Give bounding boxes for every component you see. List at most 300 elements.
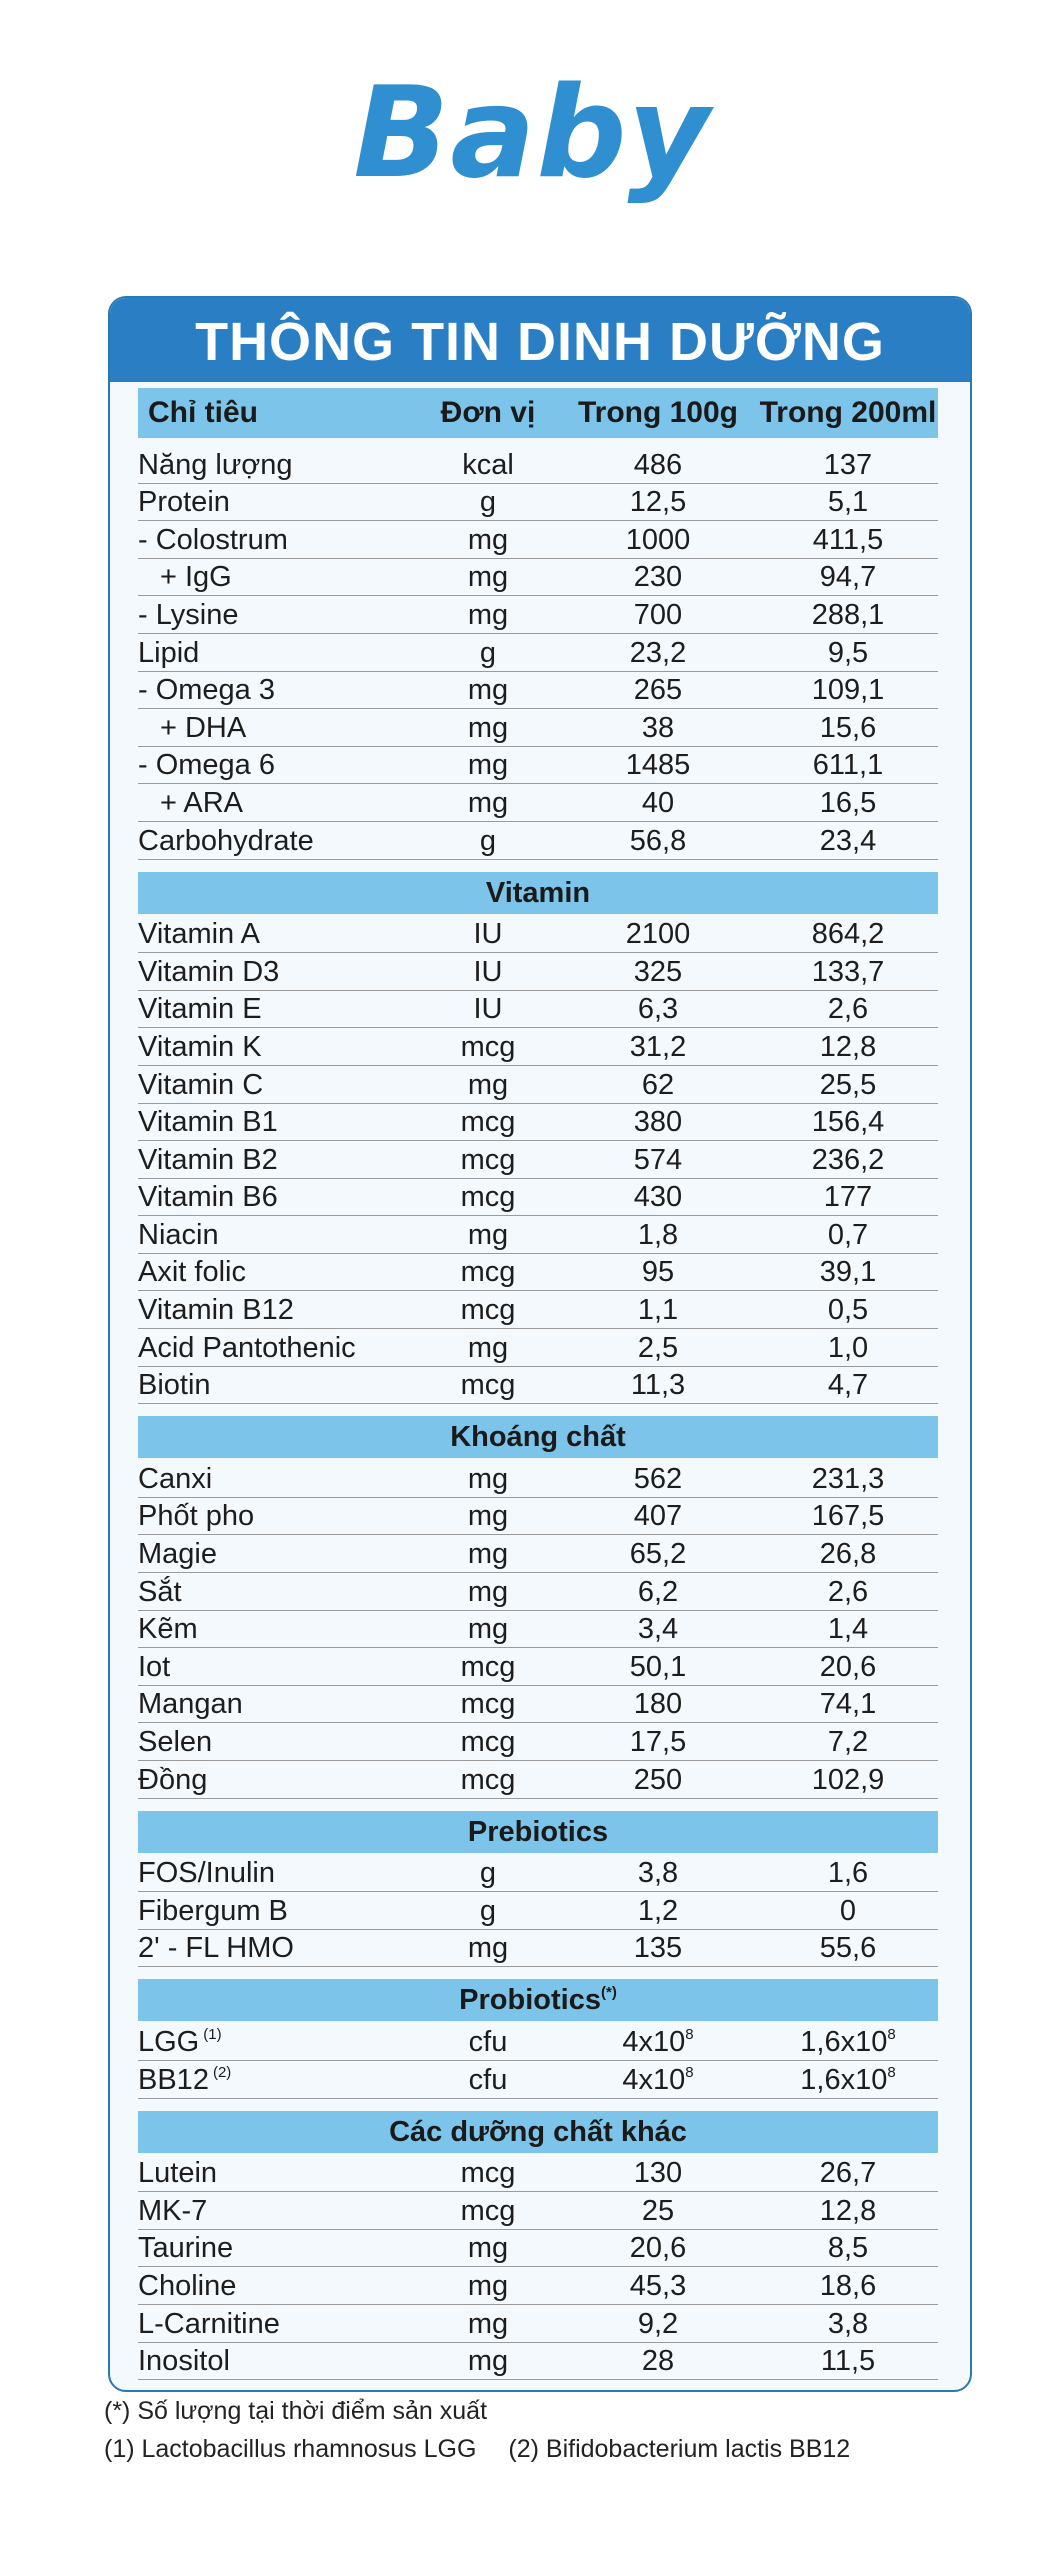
cell-text: mg <box>467 1331 509 1364</box>
value-per-200ml <box>758 561 938 594</box>
nutrient-name <box>138 524 418 557</box>
table-row <box>138 1855 938 1893</box>
unit-cell <box>418 637 558 670</box>
cell-text: Vitamin D3 <box>138 955 280 988</box>
exponent: 8 <box>887 2063 896 2081</box>
cell-text: IU <box>473 955 503 988</box>
cell-text: Carbohydrate <box>138 824 314 857</box>
unit-cell <box>418 449 558 482</box>
nutrient-name <box>138 1463 418 1496</box>
nutrient-name <box>138 1576 418 1609</box>
cell-text: 288,1 <box>811 598 885 631</box>
value-per-100g <box>558 1576 758 1609</box>
unit-cell <box>418 1726 558 1759</box>
cell-text: - Colostrum <box>138 523 288 556</box>
exponent: 8 <box>887 2025 896 2043</box>
cell-text: mg <box>467 1538 509 1571</box>
value-per-200ml <box>758 1576 938 1609</box>
cell-text: 562 <box>633 1462 683 1495</box>
cell-text: - Lysine <box>138 598 239 631</box>
cell-text: Taurine <box>138 2232 234 2265</box>
cell-text: 11,3 <box>630 1369 686 1402</box>
value-per-200ml <box>758 2345 938 2378</box>
table-row <box>138 634 938 672</box>
cell-text: 25 <box>641 2194 675 2227</box>
cell-text: 1,2 <box>637 1894 679 1927</box>
value-per-200ml <box>758 2270 938 2303</box>
cell-text: Năng lượng <box>138 448 293 481</box>
cell-text: mg <box>467 1613 509 1646</box>
unit-cell <box>418 2232 558 2265</box>
table-row <box>138 1723 938 1761</box>
unit-cell <box>418 599 558 632</box>
value-per-100g <box>558 1726 758 1759</box>
cell-text: 2,6 <box>827 1575 869 1608</box>
value-per-100g <box>558 1069 758 1102</box>
table-row <box>138 1611 938 1649</box>
cell-text: 325 <box>633 955 683 988</box>
table-row <box>138 2343 938 2381</box>
value-per-200ml <box>758 1538 938 1571</box>
cell-text: 56,8 <box>629 824 687 857</box>
cell-text: 864,2 <box>811 918 885 951</box>
cell-text: 3,4 <box>637 1613 679 1646</box>
cell-text: - Omega 3 <box>138 674 275 707</box>
value-per-100g <box>558 599 758 632</box>
table-row <box>138 446 938 484</box>
section-title-superscript: (*) <box>600 1984 617 2002</box>
cell-text: mcg <box>460 1143 516 1176</box>
table-row <box>138 484 938 522</box>
nutrient-name <box>138 1181 418 1214</box>
table-row <box>138 2061 938 2099</box>
value-per-100g <box>558 1256 758 1289</box>
exponent: 8 <box>685 2025 694 2043</box>
nutrient-name <box>138 1764 418 1797</box>
value-per-200ml <box>758 449 938 482</box>
nutrient-name <box>138 1726 418 1759</box>
nutrient-name <box>138 599 418 632</box>
cell-text: 230 <box>633 561 683 594</box>
value-per-200ml <box>758 825 938 858</box>
section-title: Prebiotics <box>467 1815 609 1848</box>
cell-text: 1,6x10 <box>800 2025 888 2058</box>
cell-text: mg <box>467 1218 509 1251</box>
cell-text: 23,2 <box>629 636 687 669</box>
value-per-100g <box>558 2345 758 2378</box>
value-per-200ml <box>758 2064 938 2097</box>
cell-text: 6,3 <box>637 993 679 1026</box>
value-per-200ml <box>758 1651 938 1684</box>
cell-text: mcg <box>460 1030 516 1063</box>
cell-text: 180 <box>633 1688 683 1721</box>
cell-text: 26,8 <box>819 1538 877 1571</box>
cell-text: g <box>479 1894 497 1927</box>
cell-text: 137 <box>823 448 873 481</box>
section-title: Vitamin <box>485 876 591 909</box>
value-per-100g <box>558 825 758 858</box>
cell-text: mcg <box>460 1256 516 1289</box>
value-per-200ml <box>758 1106 938 1139</box>
cell-text: Vitamin B12 <box>138 1294 294 1327</box>
cell-text: 39,1 <box>819 1256 877 1289</box>
cell-text: 1,6x10 <box>800 2063 888 2096</box>
cell-text: 167,5 <box>811 1500 885 1533</box>
footnote-strains <box>104 2430 850 2468</box>
table-row <box>138 991 938 1029</box>
cell-text: 50,1 <box>629 1650 687 1683</box>
cell-text: mg <box>467 2269 509 2302</box>
cell-text: Vitamin K <box>138 1030 262 1063</box>
unit-cell <box>418 956 558 989</box>
cell-text: Mangan <box>138 1688 243 1721</box>
value-per-200ml <box>758 1688 938 1721</box>
value-per-100g <box>558 1651 758 1684</box>
cell-text: mg <box>467 2345 509 2378</box>
table-row <box>138 2305 938 2343</box>
section-header <box>138 872 938 914</box>
cell-text: BB12 <box>138 2063 209 2096</box>
value-per-200ml <box>758 599 938 632</box>
table-row <box>138 1066 938 1104</box>
unit-cell <box>418 1576 558 1609</box>
value-per-100g <box>558 1106 758 1139</box>
table-row <box>138 559 938 597</box>
cell-text: Iot <box>138 1650 171 1683</box>
value-per-200ml <box>758 486 938 519</box>
cell-text: Acid Pantothenic <box>138 1331 356 1364</box>
cell-text: 0,7 <box>827 1218 869 1251</box>
value-per-100g <box>558 1369 758 1402</box>
cell-text: 1,8 <box>637 1218 679 1251</box>
cell-text: Phốt pho <box>138 1500 255 1533</box>
cell-text: 12,5 <box>629 486 687 519</box>
value-per-100g <box>558 1144 758 1177</box>
cell-text: Vitamin A <box>138 918 260 951</box>
table-row <box>138 1892 938 1930</box>
column-header-unit: Đơn vị <box>440 396 536 429</box>
value-per-200ml <box>758 749 938 782</box>
cell-text: 3,8 <box>827 2307 869 2340</box>
cell-text: mg <box>467 1068 509 1101</box>
nutrient-name <box>138 993 418 1026</box>
table-row <box>138 1291 938 1329</box>
cell-text: 102,9 <box>811 1763 885 1796</box>
cell-text: 16,5 <box>819 786 877 819</box>
cell-text: 25,5 <box>819 1068 877 1101</box>
unit-cell <box>418 993 558 1026</box>
unit-cell <box>418 2026 558 2059</box>
cell-text: 5,1 <box>827 486 869 519</box>
value-per-200ml <box>758 1613 938 1646</box>
value-per-100g <box>558 637 758 670</box>
nutrient-name <box>138 1538 418 1571</box>
value-per-100g <box>558 712 758 745</box>
cell-text: L-Carnitine <box>138 2307 280 2340</box>
value-per-100g <box>558 1500 758 1533</box>
cell-text: 135 <box>633 1932 683 1965</box>
cell-text: mg <box>467 1462 509 1495</box>
cell-text: 177 <box>823 1181 873 1214</box>
table-row <box>138 2023 938 2061</box>
cell-text: 8,5 <box>827 2232 869 2265</box>
cell-text: Kẽm <box>138 1613 198 1646</box>
cell-text: mg <box>467 749 509 782</box>
value-per-200ml <box>758 1463 938 1496</box>
cell-text: Vitamin B2 <box>138 1143 278 1176</box>
cell-text: 109,1 <box>811 674 885 707</box>
cell-text: 4x10 <box>622 2063 686 2096</box>
value-per-100g <box>558 1031 758 1064</box>
cell-text: 23,4 <box>819 824 877 857</box>
nutrient-name <box>138 674 418 707</box>
value-per-200ml <box>758 2026 938 2059</box>
panel-title: THÔNG TIN DINH DƯỠNG <box>110 298 970 382</box>
table-row <box>138 1367 938 1405</box>
cell-text: 430 <box>633 1181 683 1214</box>
cell-text: 2' - FL HMO <box>138 1932 294 1965</box>
cell-text: mg <box>467 523 509 556</box>
nutrient-name <box>138 825 418 858</box>
nutrient-name <box>138 1857 418 1890</box>
cell-text: LGG <box>138 2025 200 2058</box>
unit-cell <box>418 1500 558 1533</box>
value-per-200ml <box>758 674 938 707</box>
cell-text: 1,1 <box>637 1294 679 1327</box>
cell-text: 1,4 <box>827 1613 869 1646</box>
value-per-200ml <box>758 2308 938 2341</box>
value-per-200ml <box>758 2195 938 2228</box>
nutrient-name <box>138 2270 418 2303</box>
cell-text: mcg <box>460 1106 516 1139</box>
nutrient-name <box>138 956 418 989</box>
cell-text: 15,6 <box>819 711 877 744</box>
unit-cell <box>418 2157 558 2190</box>
cell-text: Axit folic <box>138 1256 246 1289</box>
cell-text: 9,5 <box>827 636 869 669</box>
section-title: Các dưỡng chất khác <box>389 2115 687 2148</box>
cell-text: 38 <box>641 711 675 744</box>
nutrient-name <box>138 449 418 482</box>
table-row <box>138 1648 938 1686</box>
table-row <box>138 1254 938 1292</box>
cell-text: mcg <box>460 1650 516 1683</box>
nutrient-name <box>138 1106 418 1139</box>
cell-text: Lutein <box>138 2157 218 2190</box>
unit-cell <box>418 1294 558 1327</box>
cell-text: Vitamin B6 <box>138 1181 278 1214</box>
cell-text: 12,8 <box>819 2194 877 2227</box>
cell-text: 250 <box>633 1763 683 1796</box>
unit-cell <box>418 1256 558 1289</box>
cell-text: mg <box>467 1575 509 1608</box>
footnote-1: (1) Lactobacillus rhamnosus LGG <box>104 2435 477 2463</box>
table-row <box>138 2155 938 2193</box>
table-row <box>138 784 938 822</box>
cell-text: 12,8 <box>819 1030 877 1063</box>
exponent: 8 <box>685 2063 694 2081</box>
value-per-200ml <box>758 1332 938 1365</box>
cell-text: Vitamin E <box>138 993 262 1026</box>
footnote-marker: (1) <box>203 2025 222 2043</box>
cell-text: mcg <box>460 1181 516 1214</box>
cell-text: 6,2 <box>637 1575 679 1608</box>
value-per-100g <box>558 1294 758 1327</box>
cell-text: 4,7 <box>827 1369 869 1402</box>
nutrient-name <box>138 2195 418 2228</box>
unit-cell <box>418 1181 558 1214</box>
value-per-100g <box>558 1895 758 1928</box>
column-header-per-200ml: Trong 200ml <box>759 396 937 429</box>
unit-cell <box>418 1031 558 1064</box>
cell-text: 26,7 <box>819 2157 877 2190</box>
cell-text: 1,6 <box>827 1857 869 1890</box>
cell-text: 4x10 <box>622 2025 686 2058</box>
cell-text: 486 <box>633 448 683 481</box>
cell-text: mcg <box>460 1688 516 1721</box>
unit-cell <box>418 1688 558 1721</box>
unit-cell <box>418 1651 558 1684</box>
cell-text: Vitamin C <box>138 1068 264 1101</box>
cell-text: FOS/Inulin <box>138 1857 275 1890</box>
unit-cell <box>418 674 558 707</box>
unit-cell <box>418 1895 558 1928</box>
table-row <box>138 1028 938 1066</box>
unit-cell <box>418 2345 558 2378</box>
unit-cell <box>418 918 558 951</box>
cell-text: mcg <box>460 1763 516 1796</box>
cell-text: 55,6 <box>819 1932 877 1965</box>
cell-text: mcg <box>460 2157 516 2190</box>
cell-text: 700 <box>633 598 683 631</box>
column-header-per-100g: Trong 100g <box>577 396 739 429</box>
value-per-200ml <box>758 712 938 745</box>
value-per-200ml <box>758 787 938 820</box>
value-per-200ml <box>758 1726 938 1759</box>
cell-text: IU <box>473 918 503 951</box>
table-row <box>138 1179 938 1217</box>
value-per-100g <box>558 1764 758 1797</box>
value-per-100g <box>558 2232 758 2265</box>
value-per-100g <box>558 2157 758 2190</box>
value-per-100g <box>558 2195 758 2228</box>
cell-text: g <box>479 1857 497 1890</box>
table-header <box>138 388 938 438</box>
cell-text: 45,3 <box>629 2269 687 2302</box>
unit-cell <box>418 561 558 594</box>
cell-text: Lipid <box>138 636 200 669</box>
value-per-100g <box>558 787 758 820</box>
cell-text: + DHA <box>160 711 247 744</box>
value-per-100g <box>558 2026 758 2059</box>
cell-text: Magie <box>138 1538 217 1571</box>
table-row <box>138 916 938 954</box>
value-per-100g <box>558 993 758 1026</box>
cell-text: 7,2 <box>827 1726 869 1758</box>
cell-text: 133,7 <box>811 955 885 988</box>
value-per-100g <box>558 1688 758 1721</box>
unit-cell <box>418 2308 558 2341</box>
unit-cell <box>418 1764 558 1797</box>
nutrient-name <box>138 1613 418 1646</box>
cell-text: MK-7 <box>138 2194 208 2227</box>
unit-cell <box>418 1463 558 1496</box>
cell-text: 94,7 <box>819 561 877 594</box>
value-per-100g <box>558 1332 758 1365</box>
footnote-2: (2) Bifidobacterium lactis BB12 <box>508 2435 851 2463</box>
value-per-100g <box>558 918 758 951</box>
cell-text: mg <box>467 2307 509 2340</box>
cell-text: 17,5 <box>629 1726 687 1758</box>
cell-text: 156,4 <box>811 1106 885 1139</box>
cell-text: 1485 <box>625 749 691 782</box>
unit-cell <box>418 486 558 519</box>
value-per-200ml <box>758 524 938 557</box>
value-per-100g <box>558 561 758 594</box>
footnote-asterisk: (*) Số lượng tại thời điểm sản xuất <box>104 2397 488 2425</box>
cell-text: Protein <box>138 486 230 519</box>
unit-cell <box>418 1613 558 1646</box>
footnote-marker: (2) <box>212 2063 232 2081</box>
cell-text: 65,2 <box>629 1538 687 1571</box>
cell-text: 40 <box>641 786 675 819</box>
value-per-200ml <box>758 956 938 989</box>
value-per-100g <box>558 2308 758 2341</box>
cell-text: 20,6 <box>819 1650 877 1683</box>
table-row <box>138 953 938 991</box>
cell-text: + ARA <box>160 786 244 819</box>
nutrient-name <box>138 1256 418 1289</box>
unit-cell <box>418 2064 558 2097</box>
cell-text: cfu <box>468 2025 508 2058</box>
nutrient-name <box>138 2308 418 2341</box>
value-per-200ml <box>758 1069 938 1102</box>
cell-text: - Omega 6 <box>138 749 275 782</box>
cell-text: 2,6 <box>827 993 869 1026</box>
value-per-200ml <box>758 1181 938 1214</box>
cell-text: mg <box>467 2232 509 2265</box>
nutrient-name <box>138 918 418 951</box>
unit-cell <box>418 1332 558 1365</box>
cell-text: Selen <box>138 1726 213 1758</box>
cell-text: mg <box>467 598 509 631</box>
table-row <box>138 1761 938 1799</box>
nutrient-name <box>138 1294 418 1327</box>
value-per-200ml <box>758 993 938 1026</box>
value-per-100g <box>558 1181 758 1214</box>
cell-text: 1,0 <box>827 1331 869 1364</box>
unit-cell <box>418 787 558 820</box>
cell-text: 1000 <box>625 523 691 556</box>
table-row <box>138 1535 938 1573</box>
unit-cell <box>418 712 558 745</box>
table-row <box>138 2192 938 2230</box>
section-header <box>138 1416 938 1458</box>
cell-text: Đồng <box>138 1763 208 1796</box>
unit-cell <box>418 1069 558 1102</box>
value-per-200ml <box>758 2232 938 2265</box>
nutrient-name <box>138 1332 418 1365</box>
value-per-100g <box>558 1613 758 1646</box>
nutrition-panel <box>108 296 972 2392</box>
cell-text: IU <box>473 993 503 1026</box>
cell-text: 231,3 <box>811 1462 885 1495</box>
unit-cell <box>418 1932 558 1965</box>
unit-cell <box>418 1538 558 1571</box>
unit-cell <box>418 1106 558 1139</box>
section-header <box>138 1979 938 2021</box>
cell-text: Choline <box>138 2269 237 2302</box>
